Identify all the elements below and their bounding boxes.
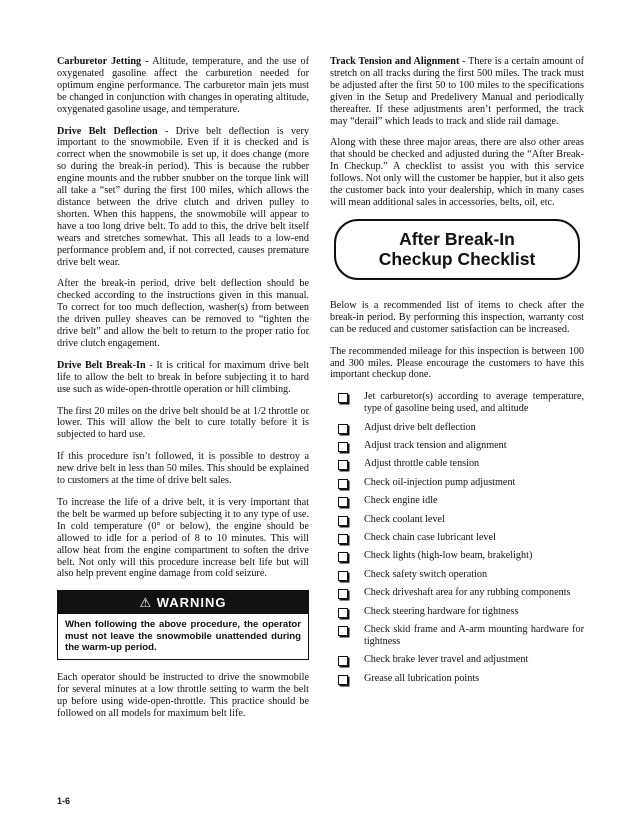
checklist-item [338,477,584,489]
checklist-item [338,550,584,562]
checklist-item-label: Check brake lever travel and adjustment [364,654,529,666]
right-column [330,56,584,691]
checklist-item [338,422,584,434]
page-number: 1-6 [57,796,71,806]
heading-track-tension: Track Tension and Alignment [330,56,460,67]
checklist-item-label: Check oil-injection pump adjustment [364,476,516,488]
checklist-item [338,458,584,470]
checkbox-icon [338,442,348,452]
checkbox-icon [338,608,348,618]
banner-line-2: Checkup Checklist [378,248,536,269]
checkbox-icon [338,656,348,666]
checklist-item [338,532,584,544]
checklist-item [338,569,584,581]
checklist-item-label: Adjust track tension and alignment [364,440,507,452]
left-column [57,56,309,729]
banner-line-1: After Break-In [399,228,515,249]
checkbox-icon [338,479,348,489]
checklist-item [338,514,584,526]
checklist [330,391,584,684]
checklist-item [338,624,584,648]
checklist-item-label: Check safety switch operation [364,568,488,580]
checklist-item-label: Check lights (high-low beam, brakelight) [364,550,533,562]
checklist-item-label: Adjust throttle cable tension [364,458,480,470]
checklist-item [338,606,584,618]
checklist-item [338,495,584,507]
checkbox-icon [338,589,348,599]
paragraph-operator-instruction: Each operator should be instructed to drive the snowmobile for several minutes at a low throttle setting to warm the belt up before using wide-open-throttle. This practice should be followed on all models for maximum belt life. [57,671,309,719]
checklist-item [338,440,584,452]
checklist-item [338,673,584,685]
paragraph-warm-up: To increase the life of a drive belt, it is very important that the belt be warmed up before subjecting it to any type of use. In cold temperature (0° or below), the engine should be allowed to idle for a period of 8 to 10 minutes. This will allow heat from the engine compartment to soften the drive belt. Not only will this procedure increase belt life but will also help prevent engine damage from cold seizure. [57,497,309,580]
heading-drive-belt-deflection: Drive Belt Deflection [57,125,158,137]
checklist-item-label: Check engine idle [364,495,438,507]
paragraph-drive-belt-deflection: Drive Belt Deflection - Drive belt deflection is very important to the snowmobile. Even if it is checked and is correct when the snowmobile is set up, it does change (more so during the break-in period). This is because the rubber engine mounts and the rubber snubber on the torque link will all take a “set” during the first 100 miles, which allows the distance between the drive clutch and driven pulley to shorten. When this happens, the snowmobile will appear to have a too long drive belt. To add to this, the drive belt itself wears and stretches somewhat. This all leads to a low-end performance problem and, if not corrected, causes premature drive belt wear. [57,125,309,268]
checkbox-icon [338,460,348,470]
checklist-item [338,587,584,599]
checkbox-icon [338,571,348,581]
paragraph-other-areas: Along with these three major areas, there are also other areas that should be checked and adjusted during the “After Break-In Checkup.” A checklist to assist you with this service follows. Not only will the customer be happier, but it also gets the customer back into your dealership, which in many cases will mean additional sales in accessories, belts, oil, etc. [330,137,584,208]
checkbox-icon [338,497,348,507]
paragraph-drive-belt-break-in: Drive Belt Break-In - It is critical for maximum drive belt life to allow the belt to break in before subjecting it to hard use such as wide-open-throttle operation or hill climbing. [57,359,309,395]
checklist-item [338,654,584,666]
warning-title: ⚠ WARNING [58,591,308,614]
checklist-item-label: Adjust drive belt deflection [364,421,476,433]
checklist-banner [334,219,580,280]
checkbox-icon [338,675,348,685]
paragraph-carburetor-jetting: Carburetor Jetting - Altitude, temperature, and the use of oxygenated gasoline affect the carburetion needed for optimum engine performance. The carburetor main jets must be changed in conjunction with changes in operating altitude, oxygenated gasoline usage, and temperature. [57,56,309,115]
paragraph-recommended-list: Below is a recommended list of items to check after the break-in period. By performing this inspection, warranty cost can be reduced and customer satisfaction can be increased. [330,299,584,335]
heading-drive-belt-break-in: Drive Belt Break-In [57,359,146,371]
paragraph-after-break-in: After the break-in period, drive belt deflection should be checked according to the instructions given in this manual. To correct for too much deflection, washer(s) from between the driven pulley sheaves can be removed to “tighten the drive belt” and allow the belt to return to the proper ratio for drive clutch engagement. [57,278,309,349]
checklist-item-label: Check skid frame and A-arm mounting hardware for tightness [364,624,584,647]
warning-text: When following the above procedure, the operator must not leave the snowmobile unattended during the warm-up period. [65,619,301,654]
warning-box [57,590,309,660]
checkbox-icon [338,424,348,434]
paragraph-track-tension: Track Tension and Alignment - There is a certain amount of stretch on all tracks during the first 500 miles. The track must be adjusted after the first 50 to 100 miles to the specifications given in the Setup and Predelivery Manual and periodically thereafter. If these adjustments aren’t performed, the track may “derail” which leads to track and slide rail damage. [330,56,584,127]
checklist-item-label: Check chain case lubricant level [364,532,496,544]
checklist-item-label: Check driveshaft area for any rubbing components [364,587,571,599]
checkbox-icon [338,516,348,526]
checklist-item-label: Grease all lubrication points [364,672,480,684]
heading-carburetor-jetting: Carburetor Jetting [57,56,142,67]
checklist-item [338,391,584,415]
checklist-item-label: Jet carburetor(s) according to average temperature, type of gasoline being used, and altitude [364,391,584,415]
checkbox-icon [338,393,348,403]
checklist-item-label: Check coolant level [364,513,445,525]
checkbox-icon [338,626,348,636]
paragraph-first-20-miles: The first 20 miles on the drive belt should be at 1/2 throttle or lower. This will allow the belt to cure totally before it is subjected to hard use. [57,405,309,441]
paragraph-procedure-not-followed: If this procedure isn’t followed, it is possible to destroy a new drive belt in less than 50 miles. This should be explained to customers at the time of drive belt sales. [57,451,309,487]
paragraph-recommended-mileage: The recommended mileage for this inspection is between 100 and 300 miles. Please encourage the customers to have this important checkup done. [330,345,584,381]
checkbox-icon [338,534,348,544]
checklist-item-label: Check steering hardware for tightness [364,605,519,617]
checkbox-icon [338,552,348,562]
